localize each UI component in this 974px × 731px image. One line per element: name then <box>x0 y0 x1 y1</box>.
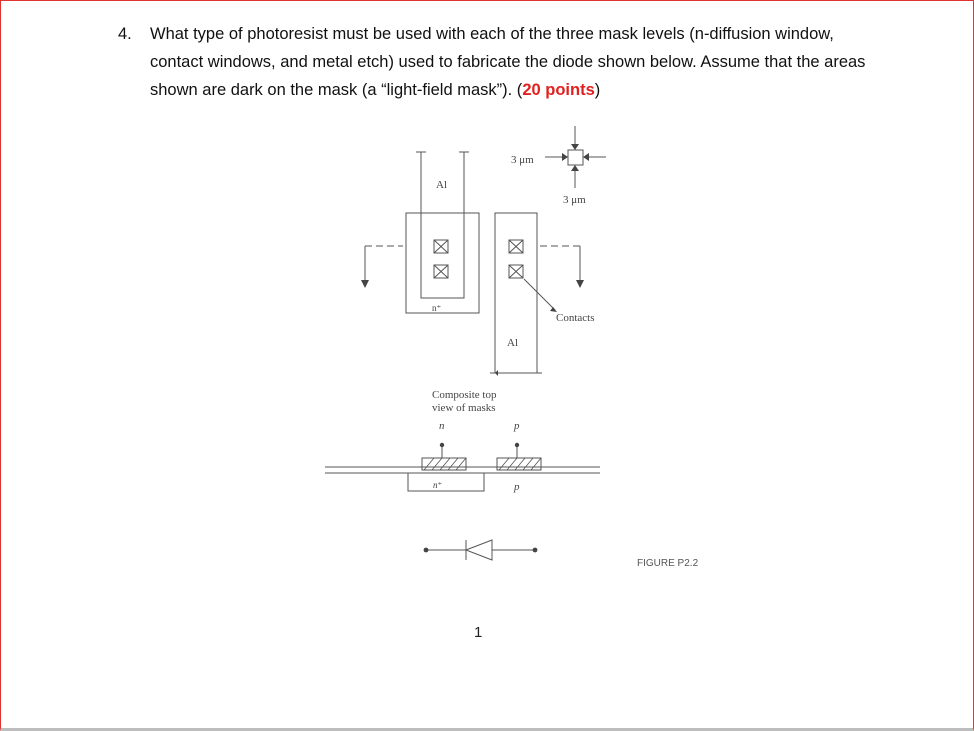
n-plus-label-top: n⁺ <box>432 303 442 313</box>
diode-triangle <box>466 540 492 560</box>
contacts-leader <box>524 279 555 310</box>
question-close: ) <box>594 81 601 99</box>
contact-right-top <box>509 240 523 253</box>
hatch-left <box>424 458 466 470</box>
contact-left-bottom <box>434 265 448 278</box>
metal-label-left: Al <box>436 179 447 191</box>
contact-left-top <box>434 240 448 253</box>
p-terminal-label: p <box>514 420 520 432</box>
n-plus-label-cross: n⁺ <box>433 480 443 490</box>
contacts-label: Contacts <box>556 312 595 324</box>
p-label-cross: p <box>514 481 520 493</box>
figure-caption: FIGURE P2.2 <box>637 558 699 569</box>
question-number: 4. <box>118 25 132 43</box>
metal-strip-right <box>495 213 537 373</box>
composite-label-line1: Composite top <box>432 389 497 401</box>
page-number: 1 <box>474 624 483 641</box>
dimension-arrows <box>545 126 606 188</box>
terminal-leads <box>442 446 517 458</box>
metal-label-right: Al <box>507 337 518 349</box>
contact-right-bottom <box>509 265 523 278</box>
points-value: 20 points <box>522 81 595 99</box>
dim-label-side: 3 μm <box>563 194 586 206</box>
question-prompt: What type of photoresist must be used with each of the three mask levels (n-diffusion window, contact windows, and metal etch) used to fabricate the diode shown below. Assume that the areas shown are dark on the mask (a “light-field mask”). ( <box>150 25 866 99</box>
dimension-box <box>568 150 583 165</box>
n-plus-region <box>408 473 484 491</box>
composite-label-line2: view of masks <box>432 402 496 414</box>
dim-label-top: 3 μm <box>511 154 534 166</box>
n-terminal-label: n <box>439 420 445 432</box>
hatch-right <box>499 458 541 470</box>
metal-strip-left <box>421 152 464 298</box>
